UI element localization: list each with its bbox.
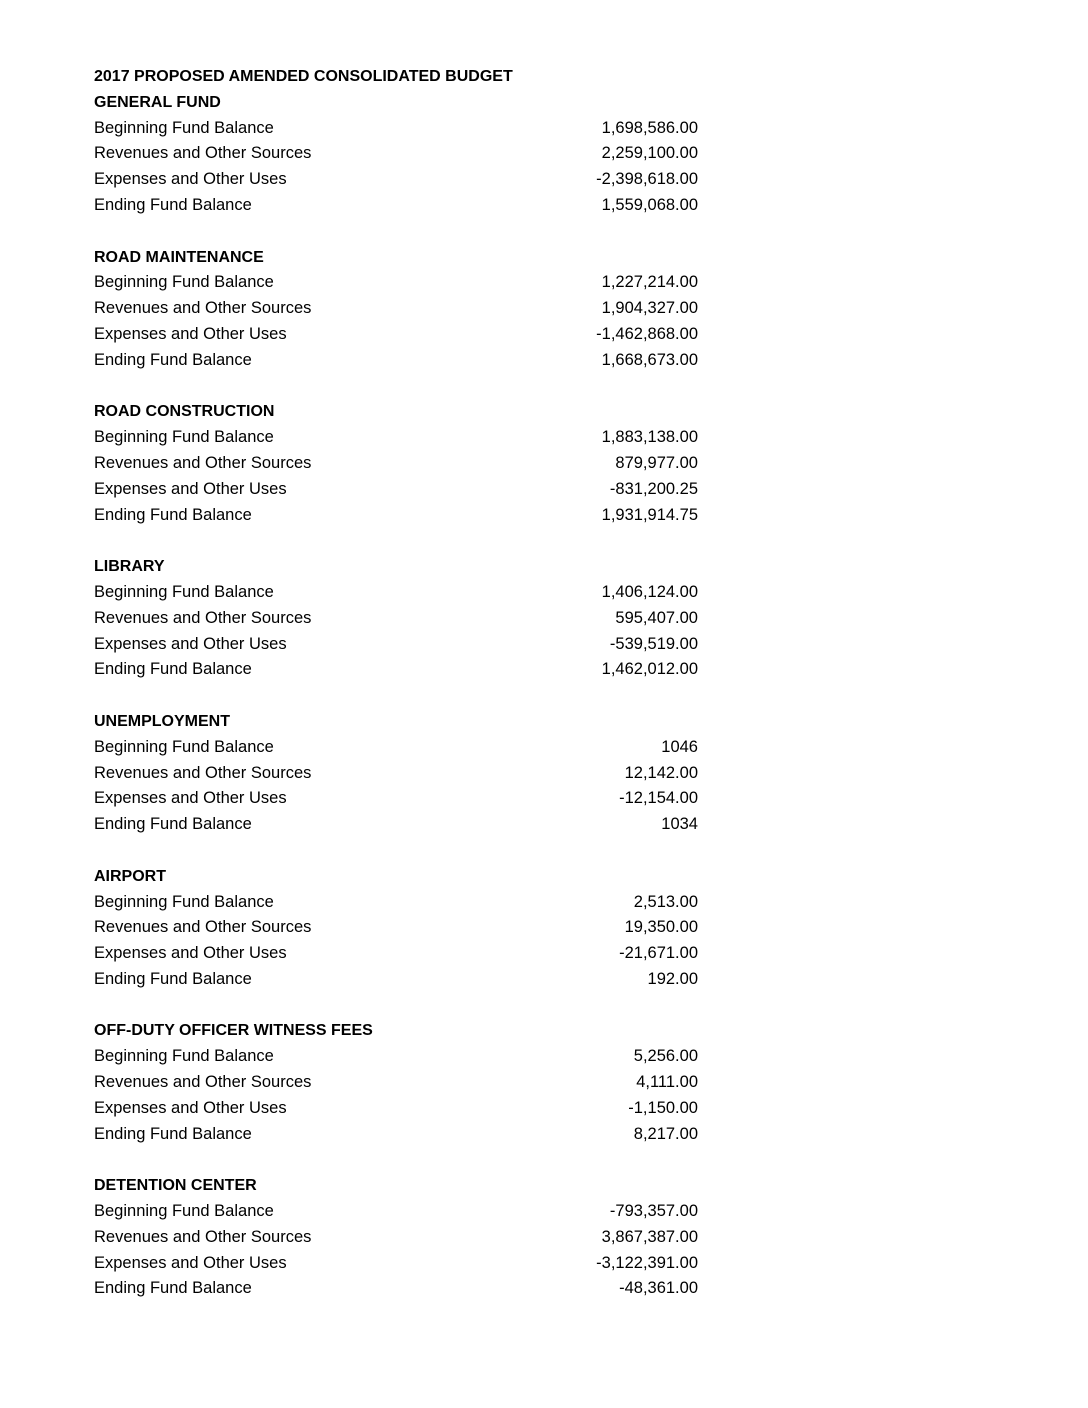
- row-label: Revenues and Other Sources: [94, 1227, 312, 1246]
- row-amount: 1,883,138.00: [601, 428, 698, 447]
- row-amount: 1,227,214.00: [601, 273, 698, 292]
- budget-row: [94, 348, 698, 374]
- row-amount: 1034: [661, 815, 698, 834]
- row-amount: -3,122,391.00: [596, 1253, 698, 1272]
- fund-section: [94, 245, 698, 374]
- fund-title: DETENTION CENTER: [94, 1177, 257, 1195]
- row-label: Expenses and Other Uses: [94, 1253, 287, 1272]
- budget-row: [94, 296, 698, 322]
- budget-row: [94, 477, 698, 503]
- row-amount: -21,671.00: [619, 944, 698, 963]
- row-label: Revenues and Other Sources: [94, 763, 312, 782]
- fund-section: [94, 90, 698, 219]
- row-amount: -12,154.00: [619, 789, 698, 808]
- fund-list: [94, 90, 698, 1302]
- fund-title: UNEMPLOYMENT: [94, 712, 230, 730]
- row-label: Ending Fund Balance: [94, 815, 252, 834]
- budget-row: [94, 761, 698, 787]
- row-amount: 3,867,387.00: [601, 1227, 698, 1246]
- row-amount: 2,259,100.00: [601, 144, 698, 163]
- fund-title: AIRPORT: [94, 867, 166, 885]
- row-amount: 879,977.00: [615, 453, 698, 472]
- row-label: Beginning Fund Balance: [94, 892, 274, 911]
- row-amount: -48,361.00: [619, 1279, 698, 1298]
- row-amount: -1,150.00: [628, 1098, 698, 1117]
- budget-row: [94, 657, 698, 683]
- row-label: Beginning Fund Balance: [94, 1202, 274, 1221]
- budget-row: [94, 141, 698, 167]
- row-amount: 1,406,124.00: [601, 582, 698, 601]
- row-label: Revenues and Other Sources: [94, 299, 312, 318]
- row-label: Ending Fund Balance: [94, 969, 252, 988]
- section-spacer: [94, 993, 698, 1019]
- budget-row: [94, 941, 698, 967]
- row-label: Expenses and Other Uses: [94, 324, 287, 343]
- row-amount: 8,217.00: [633, 1124, 698, 1143]
- row-amount: -793,357.00: [609, 1202, 698, 1221]
- budget-row: [94, 1096, 698, 1122]
- row-label: Expenses and Other Uses: [94, 170, 287, 189]
- fund-title: GENERAL FUND: [94, 93, 221, 111]
- section-spacer: [94, 219, 698, 245]
- row-amount: 12,142.00: [624, 763, 698, 782]
- section-spacer: [94, 374, 698, 400]
- row-label: Ending Fund Balance: [94, 1279, 252, 1298]
- budget-document: [94, 64, 698, 1302]
- fund-title: OFF-DUTY OFFICER WITNESS FEES: [94, 1022, 373, 1040]
- section-spacer: [94, 528, 698, 554]
- fund-section: [94, 709, 698, 838]
- fund-section: [94, 554, 698, 683]
- budget-row: [94, 503, 698, 529]
- row-label: Ending Fund Balance: [94, 660, 252, 679]
- row-label: Revenues and Other Sources: [94, 918, 312, 937]
- budget-row: [94, 580, 698, 606]
- row-amount: 1,559,068.00: [601, 195, 698, 214]
- row-amount: 1,698,586.00: [601, 118, 698, 137]
- row-amount: 1,931,914.75: [601, 505, 698, 524]
- budget-row: [94, 1251, 698, 1277]
- budget-row: [94, 270, 698, 296]
- row-label: Expenses and Other Uses: [94, 1098, 287, 1117]
- row-amount: 2,513.00: [633, 892, 698, 911]
- fund-section: [94, 399, 698, 528]
- row-label: Beginning Fund Balance: [94, 582, 274, 601]
- document-title: 2017 PROPOSED AMENDED CONSOLIDATED BUDGET: [94, 68, 513, 85]
- budget-row: [94, 451, 698, 477]
- budget-row: [94, 967, 698, 993]
- fund-title: ROAD MAINTENANCE: [94, 248, 264, 266]
- fund-section: [94, 864, 698, 993]
- budget-row: [94, 167, 698, 193]
- row-label: Beginning Fund Balance: [94, 273, 274, 292]
- fund-title: LIBRARY: [94, 558, 165, 576]
- fund-section: [94, 1173, 698, 1302]
- row-label: Expenses and Other Uses: [94, 634, 287, 653]
- fund-title: ROAD CONSTRUCTION: [94, 403, 275, 421]
- row-amount: 595,407.00: [615, 608, 698, 627]
- row-label: Expenses and Other Uses: [94, 789, 287, 808]
- budget-row: [94, 606, 698, 632]
- budget-row: [94, 1070, 698, 1096]
- budget-row: [94, 1276, 698, 1302]
- row-amount: -831,200.25: [609, 479, 698, 498]
- row-amount: -539,519.00: [609, 634, 698, 653]
- row-label: Revenues and Other Sources: [94, 1073, 312, 1092]
- row-label: Beginning Fund Balance: [94, 428, 274, 447]
- row-label: Revenues and Other Sources: [94, 608, 312, 627]
- row-label: Ending Fund Balance: [94, 195, 252, 214]
- budget-row: [94, 1199, 698, 1225]
- row-label: Revenues and Other Sources: [94, 144, 312, 163]
- row-label: Beginning Fund Balance: [94, 737, 274, 756]
- budget-row: [94, 116, 698, 142]
- budget-row: [94, 786, 698, 812]
- budget-row: [94, 425, 698, 451]
- budget-row: [94, 812, 698, 838]
- row-label: Beginning Fund Balance: [94, 1047, 274, 1066]
- row-label: Ending Fund Balance: [94, 1124, 252, 1143]
- row-label: Revenues and Other Sources: [94, 453, 312, 472]
- budget-row: [94, 632, 698, 658]
- row-label: Beginning Fund Balance: [94, 118, 274, 137]
- row-amount: 1,668,673.00: [601, 350, 698, 369]
- row-amount: 1,462,012.00: [601, 660, 698, 679]
- row-amount: 5,256.00: [633, 1047, 698, 1066]
- fund-section: [94, 1018, 698, 1147]
- section-spacer: [94, 838, 698, 864]
- row-amount: 19,350.00: [624, 918, 698, 937]
- row-amount: 1046: [661, 737, 698, 756]
- row-label: Expenses and Other Uses: [94, 944, 287, 963]
- budget-row: [94, 322, 698, 348]
- row-amount: -1,462,868.00: [596, 324, 698, 343]
- row-amount: 4,111.00: [636, 1073, 698, 1092]
- section-spacer: [94, 683, 698, 709]
- row-amount: -2,398,618.00: [596, 170, 698, 189]
- section-spacer: [94, 1147, 698, 1173]
- row-label: Ending Fund Balance: [94, 505, 252, 524]
- row-amount: 1,904,327.00: [601, 299, 698, 318]
- budget-row: [94, 1044, 698, 1070]
- budget-row: [94, 915, 698, 941]
- budget-row: [94, 193, 698, 219]
- row-label: Expenses and Other Uses: [94, 479, 287, 498]
- row-amount: 192.00: [647, 969, 698, 988]
- budget-row: [94, 1122, 698, 1148]
- budget-row: [94, 735, 698, 761]
- budget-row: [94, 1225, 698, 1251]
- budget-row: [94, 890, 698, 916]
- row-label: Ending Fund Balance: [94, 350, 252, 369]
